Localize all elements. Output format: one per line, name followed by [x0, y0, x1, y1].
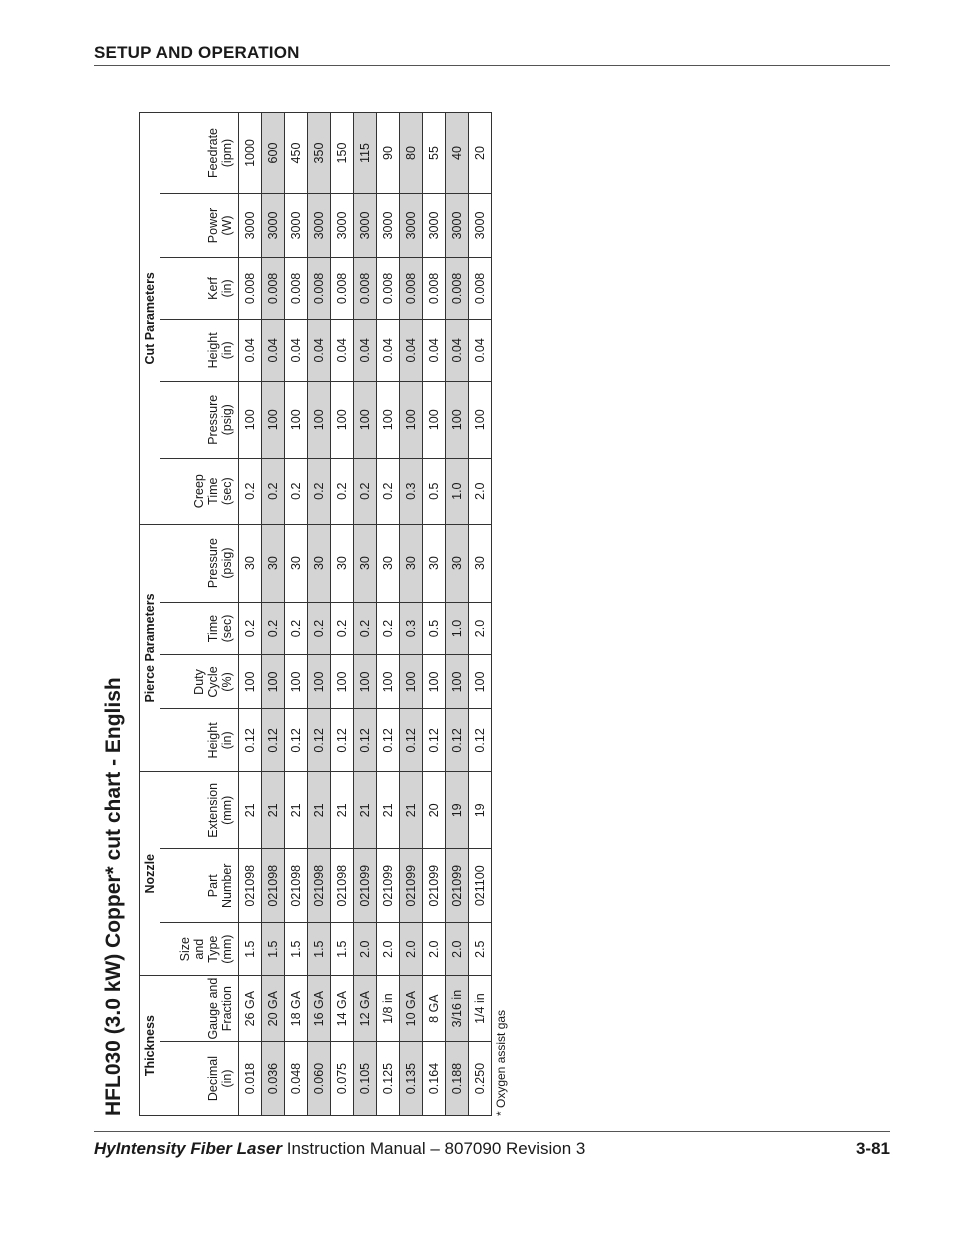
footer-manual-info — [94, 1139, 585, 1159]
table-cell: 21 — [239, 772, 262, 849]
table-cell: 3000 — [331, 194, 354, 258]
table-cell: 30 — [331, 524, 354, 602]
column-header — [160, 655, 239, 709]
table-cell: 1/4 in — [469, 976, 492, 1042]
top-divider — [94, 65, 890, 66]
group-thickness: Thickness — [140, 976, 161, 1116]
table-cell: 20 GA — [262, 976, 285, 1042]
group-header-row — [140, 113, 161, 1116]
column-header-label: Feedrate (ipm) — [206, 128, 234, 179]
table-row — [423, 113, 446, 1116]
table-cell: 2.0 — [446, 923, 469, 976]
table-cell: 55 — [423, 113, 446, 194]
table-cell: 021099 — [400, 849, 423, 923]
table-cell: 3000 — [354, 194, 377, 258]
column-header — [160, 458, 239, 524]
table-cell: 0.12 — [262, 709, 285, 772]
footer-manual: Instruction Manual – 807090 Revision 3 — [282, 1139, 586, 1158]
table-cell: 0.2 — [239, 602, 262, 655]
table-cell: 100 — [469, 381, 492, 458]
table-cell: 21 — [308, 772, 331, 849]
table-row — [239, 113, 262, 1116]
table-cell: 0.164 — [423, 1042, 446, 1116]
table-cell: 0.008 — [262, 257, 285, 319]
bottom-divider — [94, 1131, 890, 1132]
table-cell: 30 — [354, 524, 377, 602]
table-cell: 30 — [262, 524, 285, 602]
table-cell: 0.125 — [377, 1042, 400, 1116]
table-cell: 20 — [469, 113, 492, 194]
table-cell: 0.2 — [308, 602, 331, 655]
table-cell: 0.04 — [423, 319, 446, 381]
table-cell: 100 — [423, 381, 446, 458]
column-header-label: Kerf (in) — [206, 276, 234, 300]
table-cell: 0.008 — [377, 257, 400, 319]
column-header — [160, 1042, 239, 1116]
footer-brand: HyIntensity Fiber Laser — [94, 1139, 283, 1158]
table-cell: 0.3 — [400, 602, 423, 655]
table-cell: 1.5 — [239, 923, 262, 976]
table-cell: 100 — [308, 655, 331, 709]
table-cell: 0.105 — [354, 1042, 377, 1116]
table-cell: 0.04 — [354, 319, 377, 381]
table-cell: 1.5 — [331, 923, 354, 976]
table-cell: 0.008 — [285, 257, 308, 319]
table-cell: 30 — [400, 524, 423, 602]
table-cell: 2.0 — [469, 458, 492, 524]
table-cell: 1.5 — [262, 923, 285, 976]
table-row — [285, 113, 308, 1116]
table-cell: 150 — [331, 113, 354, 194]
column-header-label: Size and Type (mm) — [178, 934, 234, 964]
table-cell: 30 — [423, 524, 446, 602]
table-cell: 12 GA — [354, 976, 377, 1042]
table-cell: 350 — [308, 113, 331, 194]
table-cell: 0.12 — [446, 709, 469, 772]
table-cell: 115 — [354, 113, 377, 194]
table-cell: 021098 — [331, 849, 354, 923]
table-cell: 3000 — [377, 194, 400, 258]
table-cell: 0.048 — [285, 1042, 308, 1116]
table-cell: 2.0 — [400, 923, 423, 976]
column-header-label: Part Number — [206, 863, 234, 908]
group-cut: Cut Parameters — [140, 113, 161, 525]
table-cell: 0.008 — [469, 257, 492, 319]
table-cell: 021098 — [262, 849, 285, 923]
table-cell: 0.04 — [262, 319, 285, 381]
table-cell: 100 — [469, 655, 492, 709]
table-cell: 100 — [354, 655, 377, 709]
table-cell: 0.2 — [354, 602, 377, 655]
table-cell: 0.060 — [308, 1042, 331, 1116]
table-cell: 0.12 — [239, 709, 262, 772]
column-header — [160, 524, 239, 602]
table-cell: 3000 — [308, 194, 331, 258]
table-cell: 0.04 — [446, 319, 469, 381]
table-cell: 0.04 — [308, 319, 331, 381]
table-cell: 2.0 — [354, 923, 377, 976]
table-cell: 1/8 in — [377, 976, 400, 1042]
table-cell: 021098 — [285, 849, 308, 923]
table-cell: 3000 — [262, 194, 285, 258]
table-row — [308, 113, 331, 1116]
table-cell: 021099 — [354, 849, 377, 923]
table-cell: 0.2 — [308, 458, 331, 524]
table-cell: 0.2 — [262, 602, 285, 655]
table-cell: 0.5 — [423, 602, 446, 655]
table-cell: 0.036 — [262, 1042, 285, 1116]
table-cell: 3000 — [423, 194, 446, 258]
table-cell: 0.04 — [331, 319, 354, 381]
table-cell: 3000 — [469, 194, 492, 258]
table-cell: 90 — [377, 113, 400, 194]
table-cell: 21 — [331, 772, 354, 849]
table-cell: 1.5 — [285, 923, 308, 976]
chart-body — [239, 113, 492, 1116]
group-nozzle: Nozzle — [140, 772, 161, 976]
column-header — [160, 381, 239, 458]
table-cell: 21 — [262, 772, 285, 849]
table-cell: 100 — [446, 381, 469, 458]
cut-chart-table — [139, 112, 492, 1116]
column-header — [160, 772, 239, 849]
table-cell: 2.0 — [469, 602, 492, 655]
table-cell: 0.008 — [308, 257, 331, 319]
table-cell: 0.008 — [423, 257, 446, 319]
table-cell: 19 — [446, 772, 469, 849]
table-cell: 0.2 — [285, 602, 308, 655]
table-cell: 21 — [354, 772, 377, 849]
table-cell: 80 — [400, 113, 423, 194]
table-cell: 021100 — [469, 849, 492, 923]
table-cell: 0.2 — [354, 458, 377, 524]
column-header-label: Creep Time (sec) — [192, 474, 234, 509]
column-header-label: Extension (mm) — [206, 782, 234, 838]
section-header: SETUP AND OPERATION — [94, 43, 300, 62]
table-cell: 100 — [423, 655, 446, 709]
column-header-label: Gauge and Fraction — [206, 977, 234, 1040]
group-pierce: Pierce Parameters — [140, 524, 161, 772]
table-cell: 21 — [285, 772, 308, 849]
table-cell: 0.12 — [285, 709, 308, 772]
column-header — [160, 602, 239, 655]
table-cell: 100 — [354, 381, 377, 458]
table-cell: 0.2 — [239, 458, 262, 524]
table-cell: 0.12 — [308, 709, 331, 772]
table-cell: 3000 — [285, 194, 308, 258]
table-cell: 3000 — [400, 194, 423, 258]
table-row — [354, 113, 377, 1116]
table-cell: 20 — [423, 772, 446, 849]
table-cell: 021098 — [239, 849, 262, 923]
table-cell: 0.188 — [446, 1042, 469, 1116]
column-header-label: Pressure (psig) — [206, 394, 234, 445]
footnote: * Oxygen assist gas — [494, 1009, 508, 1116]
column-header-row — [160, 113, 239, 1116]
column-header-label: Height (in) — [206, 332, 234, 369]
column-header-label: Pressure (psig) — [206, 538, 234, 589]
table-cell: 3000 — [239, 194, 262, 258]
table-cell: 100 — [400, 655, 423, 709]
table-cell: 0.2 — [262, 458, 285, 524]
table-cell: 100 — [308, 381, 331, 458]
table-cell: 19 — [469, 772, 492, 849]
table-cell: 30 — [446, 524, 469, 602]
table-row — [469, 113, 492, 1116]
table-cell: 1.5 — [308, 923, 331, 976]
table-cell: 100 — [239, 655, 262, 709]
table-cell: 0.12 — [423, 709, 446, 772]
table-cell: 30 — [377, 524, 400, 602]
table-cell: 21 — [377, 772, 400, 849]
table-cell: 100 — [331, 655, 354, 709]
table-cell: 0.008 — [446, 257, 469, 319]
table-cell: 100 — [285, 655, 308, 709]
table-cell: 3/16 in — [446, 976, 469, 1042]
table-cell: 0.008 — [400, 257, 423, 319]
table-cell: 100 — [400, 381, 423, 458]
table-cell: 021098 — [308, 849, 331, 923]
column-header-label: Height (in) — [206, 722, 234, 759]
table-cell: 0.008 — [331, 257, 354, 319]
table-cell: 0.04 — [239, 319, 262, 381]
column-header — [160, 113, 239, 194]
table-cell: 100 — [262, 381, 285, 458]
table-cell: 2.0 — [423, 923, 446, 976]
table-cell: 100 — [377, 655, 400, 709]
table-cell: 40 — [446, 113, 469, 194]
table-cell: 0.008 — [239, 257, 262, 319]
table-cell: 0.12 — [400, 709, 423, 772]
table-cell: 30 — [308, 524, 331, 602]
table-cell: 1.0 — [446, 458, 469, 524]
table-cell: 30 — [239, 524, 262, 602]
table-cell: 0.2 — [331, 458, 354, 524]
table-cell: 0.075 — [331, 1042, 354, 1116]
table-cell: 14 GA — [331, 976, 354, 1042]
table-cell: 0.12 — [331, 709, 354, 772]
table-cell: 100 — [239, 381, 262, 458]
table-cell: 0.018 — [239, 1042, 262, 1116]
table-cell: 0.04 — [285, 319, 308, 381]
table-cell: 2.5 — [469, 923, 492, 976]
chart-title: HFL030 (3.0 kW) Copper* cut chart - English — [102, 677, 125, 1116]
column-header — [160, 849, 239, 923]
column-header — [160, 257, 239, 319]
table-cell: 8 GA — [423, 976, 446, 1042]
table-cell: 0.2 — [285, 458, 308, 524]
table-cell: 21 — [400, 772, 423, 849]
table-cell: 0.04 — [469, 319, 492, 381]
table-cell: 100 — [377, 381, 400, 458]
table-row — [331, 113, 354, 1116]
table-row — [400, 113, 423, 1116]
column-header — [160, 976, 239, 1042]
table-cell: 021099 — [446, 849, 469, 923]
table-cell: 0.04 — [377, 319, 400, 381]
table-cell: 100 — [285, 381, 308, 458]
table-cell: 100 — [446, 655, 469, 709]
page-number: 3-81 — [855, 1139, 890, 1158]
table-cell: 0.2 — [331, 602, 354, 655]
table-cell: 0.12 — [377, 709, 400, 772]
table-cell: 0.12 — [354, 709, 377, 772]
table-cell: 0.04 — [400, 319, 423, 381]
column-header-label: Time (sec) — [206, 614, 234, 643]
table-row — [262, 113, 285, 1116]
table-cell: 30 — [469, 524, 492, 602]
table-row — [377, 113, 400, 1116]
column-header-label: Power (W) — [206, 207, 234, 244]
table-cell: 100 — [262, 655, 285, 709]
column-header — [160, 319, 239, 381]
table-cell: 021099 — [423, 849, 446, 923]
table-cell: 30 — [285, 524, 308, 602]
table-cell: 021099 — [377, 849, 400, 923]
table-cell: 1000 — [239, 113, 262, 194]
rotated-cut-chart — [94, 112, 508, 1116]
table-row — [446, 113, 469, 1116]
table-cell: 0.12 — [469, 709, 492, 772]
table-cell: 0.008 — [354, 257, 377, 319]
table-cell: 10 GA — [400, 976, 423, 1042]
column-header — [160, 709, 239, 772]
table-cell: 0.2 — [377, 458, 400, 524]
table-cell: 600 — [262, 113, 285, 194]
table-cell: 0.250 — [469, 1042, 492, 1116]
column-header-label: Duty Cycle (%) — [192, 666, 234, 698]
table-cell: 26 GA — [239, 976, 262, 1042]
table-cell: 0.5 — [423, 458, 446, 524]
table-cell: 16 GA — [308, 976, 331, 1042]
table-cell: 0.3 — [400, 458, 423, 524]
column-header-label: Decimal (in) — [206, 1055, 234, 1102]
table-cell: 0.135 — [400, 1042, 423, 1116]
column-header — [160, 923, 239, 976]
table-cell: 18 GA — [285, 976, 308, 1042]
table-cell: 2.0 — [377, 923, 400, 976]
table-cell: 0.2 — [377, 602, 400, 655]
table-cell: 100 — [331, 381, 354, 458]
table-cell: 1.0 — [446, 602, 469, 655]
column-header — [160, 194, 239, 258]
table-cell: 450 — [285, 113, 308, 194]
table-cell: 3000 — [446, 194, 469, 258]
